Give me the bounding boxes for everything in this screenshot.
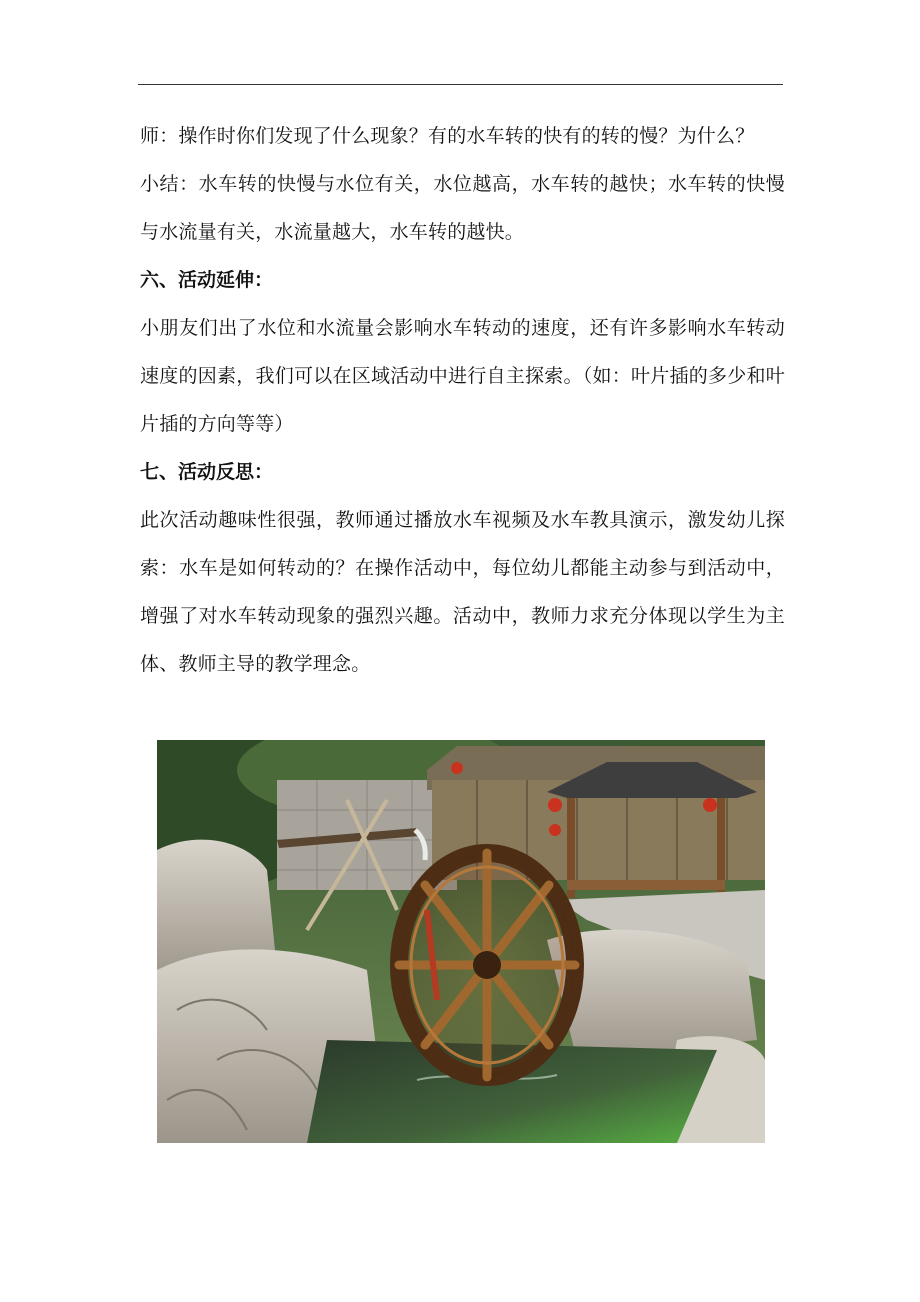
- heading-activity-extension: 六、活动延伸：: [140, 269, 274, 291]
- document-body: [140, 112, 785, 688]
- waterwheel-photo: [157, 740, 765, 1143]
- paragraph-reflection: 此次活动趣味性很强，教师通过播放水车视频及水车教具演示，激发幼儿探索：水车是如何转动的？在操作活动中，每位幼儿都能主动参与到活动中，增强了对水车转动现象的强烈兴趣。活动中，教师力求充分体现以学生为主体、教师主导的教学理念。: [140, 509, 785, 675]
- heading-activity-reflection: 七、活动反思：: [140, 461, 274, 483]
- red-lantern: [548, 798, 562, 812]
- red-lantern: [549, 824, 561, 836]
- water-wheel: [399, 853, 575, 1077]
- pavilion-railing: [567, 880, 725, 890]
- paragraph-teacher-question: 师：操作时你们发现了什么现象？有的水车转的快有的转的慢？为什么？: [140, 125, 755, 147]
- red-lantern: [451, 762, 463, 774]
- red-lantern: [703, 798, 717, 812]
- header-rule: [138, 84, 783, 85]
- paragraph-extension: 小朋友们出了水位和水流量会影响水车转动的速度，还有许多影响水车转动速度的因素，我们可以在区域活动中进行自主探索。（如：叶片插的多少和叶片插的方向等等）: [140, 317, 785, 435]
- paragraph-summary: 小结：水车转的快慢与水位有关，水位越高，水车转的越快；水车转的快慢与水流量有关，水流量越大，水车转的越快。: [140, 173, 785, 243]
